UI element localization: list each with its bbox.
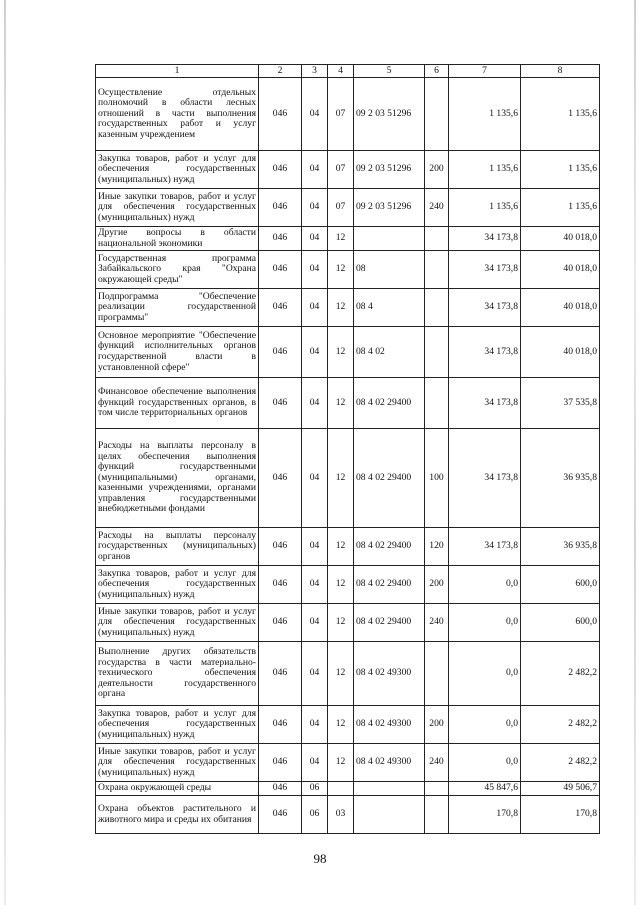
row-admin-code: 046 (259, 227, 302, 251)
row-admin-code: 046 (259, 706, 302, 744)
row-subsection: 12 (328, 566, 354, 604)
row-target-code: 09 2 03 51296 (354, 78, 425, 151)
row-target-code: 08 4 02 49300 (354, 642, 425, 706)
row-name: Закупка товаров, работ и услуг для обеспечения государственных (муниципальных) нужд (96, 706, 259, 744)
table-row (96, 706, 600, 744)
row-value-7: 34 173,8 (449, 289, 521, 327)
row-name: Иные закупки товаров, работ и услуг для обеспечения государственных (муниципальных) нужд (96, 744, 259, 782)
row-admin-code: 046 (259, 528, 302, 566)
row-subsection: 03 (328, 796, 354, 834)
row-name: Подпрограмма "Обеспечение реализации государственной программы" (96, 289, 259, 327)
header-row (96, 65, 600, 78)
row-value-7: 34 173,8 (449, 251, 521, 289)
table-row (96, 378, 600, 429)
row-admin-code: 046 (259, 796, 302, 834)
table-row (96, 604, 600, 642)
row-section: 04 (302, 528, 328, 566)
row-target-code: 08 4 02 49300 (354, 706, 425, 744)
row-value-8: 1 135,6 (521, 151, 600, 189)
table-row (96, 189, 600, 227)
row-expense-type (425, 78, 449, 151)
row-expense-type: 200 (425, 566, 449, 604)
row-value-8: 36 935,8 (521, 528, 600, 566)
row-subsection: 07 (328, 189, 354, 227)
row-value-7: 0,0 (449, 604, 521, 642)
row-subsection: 12 (328, 227, 354, 251)
row-admin-code: 046 (259, 189, 302, 227)
row-name: Расходы на выплаты персоналу государственных (муниципальных) органов (96, 528, 259, 566)
row-value-8: 600,0 (521, 566, 600, 604)
row-subsection: 12 (328, 642, 354, 706)
row-subsection: 12 (328, 378, 354, 429)
row-section: 04 (302, 378, 328, 429)
table-row (96, 528, 600, 566)
row-subsection: 12 (328, 327, 354, 378)
row-value-8: 2 482,2 (521, 706, 600, 744)
row-expense-type: 240 (425, 189, 449, 227)
row-expense-type (425, 378, 449, 429)
row-target-code: 08 4 02 29400 (354, 566, 425, 604)
row-value-7: 0,0 (449, 706, 521, 744)
row-subsection: 12 (328, 251, 354, 289)
row-value-7: 1 135,6 (449, 78, 521, 151)
table-row (96, 796, 600, 834)
row-value-7: 34 173,8 (449, 528, 521, 566)
row-subsection: 12 (328, 289, 354, 327)
row-name: Другие вопросы в области национальной экономики (96, 227, 259, 251)
row-value-8: 49 506,7 (521, 782, 600, 796)
row-expense-type: 240 (425, 604, 449, 642)
row-section: 04 (302, 327, 328, 378)
row-value-7: 34 173,8 (449, 327, 521, 378)
row-admin-code: 046 (259, 744, 302, 782)
row-target-code: 09 2 03 51296 (354, 189, 425, 227)
row-value-7: 170,8 (449, 796, 521, 834)
row-section: 04 (302, 642, 328, 706)
row-value-7: 34 173,8 (449, 429, 521, 528)
table-row (96, 744, 600, 782)
table-row (96, 642, 600, 706)
row-name: Закупка товаров, работ и услуг для обеспечения государственных (муниципальных) нужд (96, 566, 259, 604)
header-col-6: 6 (425, 65, 449, 78)
row-expense-type (425, 782, 449, 796)
row-value-8: 40 018,0 (521, 251, 600, 289)
row-name: Государственная программа Забайкальского края "Охрана окружающей среды" (96, 251, 259, 289)
table-row (96, 251, 600, 289)
row-admin-code: 046 (259, 289, 302, 327)
row-value-8: 2 482,2 (521, 744, 600, 782)
row-section: 04 (302, 706, 328, 744)
row-name: Осуществление отдельных полномочий в области лесных отношений в части выполнения государственных работ и услуг казенным учреждением (96, 78, 259, 151)
row-admin-code: 046 (259, 327, 302, 378)
table-row (96, 227, 600, 251)
scan-edge-left (4, 0, 6, 905)
row-expense-type: 120 (425, 528, 449, 566)
row-subsection: 12 (328, 744, 354, 782)
row-admin-code: 046 (259, 782, 302, 796)
row-target-code (354, 782, 425, 796)
row-admin-code: 046 (259, 429, 302, 528)
row-section: 06 (302, 796, 328, 834)
row-value-8: 40 018,0 (521, 227, 600, 251)
row-target-code: 08 4 02 29400 (354, 378, 425, 429)
row-admin-code: 046 (259, 642, 302, 706)
header-col-3: 3 (302, 65, 328, 78)
row-target-code: 08 4 02 29400 (354, 604, 425, 642)
table-row (96, 566, 600, 604)
header-col-1: 1 (96, 65, 259, 78)
row-name: Расходы на выплаты персоналу в целях обеспечения выполнения функций государственными (муниципальными) органами, казенными учреждениями, органами управления государственными внебюджетными фондами (96, 429, 259, 528)
row-target-code: 09 2 03 51296 (354, 151, 425, 189)
row-expense-type (425, 642, 449, 706)
row-expense-type (425, 796, 449, 834)
row-section: 04 (302, 78, 328, 151)
row-admin-code: 046 (259, 78, 302, 151)
row-value-8: 2 482,2 (521, 642, 600, 706)
row-section: 06 (302, 782, 328, 796)
row-value-7: 0,0 (449, 566, 521, 604)
row-admin-code: 046 (259, 151, 302, 189)
row-expense-type (425, 289, 449, 327)
row-target-code: 08 (354, 251, 425, 289)
row-section: 04 (302, 151, 328, 189)
row-target-code (354, 227, 425, 251)
row-value-8: 600,0 (521, 604, 600, 642)
scan-edge-right (634, 0, 636, 905)
row-name: Основное мероприятие "Обеспечение функций исполнительных органов государственной власти в установленной сфере" (96, 327, 259, 378)
row-subsection: 12 (328, 528, 354, 566)
row-section: 04 (302, 429, 328, 528)
row-section: 04 (302, 604, 328, 642)
row-value-7: 1 135,6 (449, 151, 521, 189)
row-name: Иные закупки товаров, работ и услуг для обеспечения государственных (муниципальных) нужд (96, 189, 259, 227)
row-target-code: 08 4 02 (354, 327, 425, 378)
row-expense-type (425, 227, 449, 251)
table-row (96, 327, 600, 378)
header-col-2: 2 (259, 65, 302, 78)
row-subsection: 07 (328, 78, 354, 151)
row-subsection: 12 (328, 429, 354, 528)
row-admin-code: 046 (259, 604, 302, 642)
row-value-8: 170,8 (521, 796, 600, 834)
row-value-8: 1 135,6 (521, 78, 600, 151)
row-name: Закупка товаров, работ и услуг для обеспечения государственных (муниципальных) нужд (96, 151, 259, 189)
header-col-5: 5 (354, 65, 425, 78)
table-row (96, 429, 600, 528)
row-section: 04 (302, 289, 328, 327)
row-value-7: 0,0 (449, 642, 521, 706)
row-target-code (354, 796, 425, 834)
row-subsection: 07 (328, 151, 354, 189)
row-section: 04 (302, 227, 328, 251)
row-expense-type: 200 (425, 151, 449, 189)
row-value-8: 37 535,8 (521, 378, 600, 429)
row-name: Финансовое обеспечение выполнения функций государственных органов, в том числе территориальных органов (96, 378, 259, 429)
page-number: 98 (313, 851, 327, 866)
row-subsection (328, 782, 354, 796)
row-value-7: 1 135,6 (449, 189, 521, 227)
row-admin-code: 046 (259, 566, 302, 604)
row-section: 04 (302, 744, 328, 782)
row-target-code: 08 4 02 29400 (354, 528, 425, 566)
row-target-code: 08 4 (354, 289, 425, 327)
row-admin-code: 046 (259, 251, 302, 289)
row-value-8: 36 935,8 (521, 429, 600, 528)
row-expense-type (425, 251, 449, 289)
row-section: 04 (302, 251, 328, 289)
row-target-code: 08 4 02 29400 (354, 429, 425, 528)
row-subsection: 12 (328, 706, 354, 744)
row-value-8: 1 135,6 (521, 189, 600, 227)
budget-table (95, 64, 600, 834)
row-section: 04 (302, 566, 328, 604)
row-value-7: 45 847,6 (449, 782, 521, 796)
row-section: 04 (302, 189, 328, 227)
row-name: Выполнение других обязательств государства в части материально-технического обеспечения деятельности государственного органа (96, 642, 259, 706)
row-admin-code: 046 (259, 378, 302, 429)
row-expense-type (425, 327, 449, 378)
row-name: Иные закупки товаров, работ и услуг для обеспечения государственных (муниципальных) нужд (96, 604, 259, 642)
row-name: Охрана объектов растительного и животного мира и среды их обитания (96, 796, 259, 834)
row-subsection: 12 (328, 604, 354, 642)
header-col-7: 7 (449, 65, 521, 78)
row-value-8: 40 018,0 (521, 289, 600, 327)
table-row (96, 151, 600, 189)
row-value-8: 40 018,0 (521, 327, 600, 378)
row-expense-type: 200 (425, 706, 449, 744)
header-col-8: 8 (521, 65, 600, 78)
row-target-code: 08 4 02 49300 (354, 744, 425, 782)
table-row (96, 289, 600, 327)
row-name: Охрана окружающей среды (96, 782, 259, 796)
header-col-4: 4 (328, 65, 354, 78)
row-expense-type: 100 (425, 429, 449, 528)
table-row (96, 78, 600, 151)
row-value-7: 34 173,8 (449, 378, 521, 429)
row-expense-type: 240 (425, 744, 449, 782)
table-row (96, 782, 600, 796)
row-value-7: 0,0 (449, 744, 521, 782)
row-value-7: 34 173,8 (449, 227, 521, 251)
